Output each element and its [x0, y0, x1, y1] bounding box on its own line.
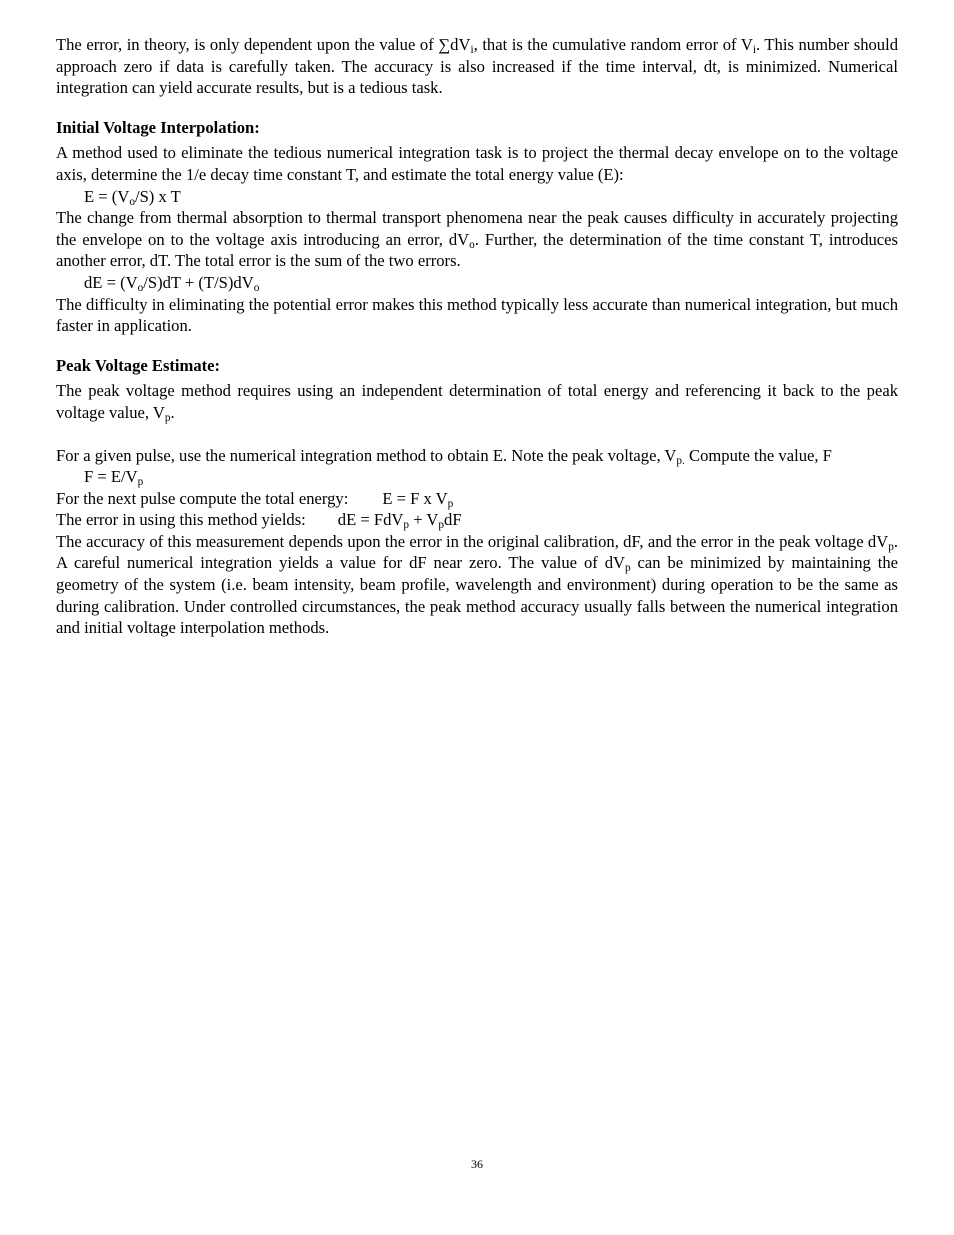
subscript: p [403, 519, 410, 532]
line-label: For the next pulse compute the total energy: [56, 488, 349, 508]
text-run: dF [444, 510, 462, 530]
text-run: The error, in theory, is only dependent upon the value of ∑dV [56, 35, 471, 54]
text-run: The peak voltage method requires using an independent determination of total energy and referencing it back to the peak voltage value, V [56, 381, 898, 422]
subscript: o [469, 238, 475, 251]
equation-factor [56, 466, 898, 488]
subscript: o [129, 195, 135, 208]
intro-paragraph [56, 34, 898, 99]
subscript: p [164, 412, 171, 425]
subscript: o [253, 282, 260, 295]
text-run: E = (V [84, 186, 130, 206]
subscript: o [137, 282, 144, 295]
subscript: p. [676, 454, 685, 467]
text-run: The change from thermal absorption to thermal transport phenomena near the peak causes difficulty in accurately projecting the envelope on to the voltage axis introducing an error, dV [56, 208, 898, 249]
text-run: . This number should approach zero if data is carefully taken. The accuracy is also increased if the time interval, dt, is minimized. Numerical integration can yield accurate results, but is a tedious task. [56, 35, 899, 98]
subscript: i [470, 44, 474, 57]
text-run: + V [409, 510, 439, 530]
text-run: . Further, the determination of the time constant T, introduces another error, dT. The total error is the sum of the two errors. [56, 229, 898, 271]
text-run: F = E/V [84, 467, 138, 487]
line-label: The error in using this method yields: [56, 510, 306, 530]
text-run: dE = (V [84, 272, 138, 292]
equation-total-error [56, 272, 898, 294]
peak-paragraph-1 [56, 380, 898, 423]
text-run: Compute the value, F [684, 445, 832, 465]
peak-paragraph-2 [56, 445, 898, 467]
section-heading-initial-voltage: Initial Voltage Interpolation: [56, 117, 260, 137]
peak-paragraph-3 [56, 531, 898, 639]
subscript: p [137, 476, 144, 489]
total-energy-line [56, 488, 898, 510]
subscript: p [438, 519, 445, 532]
text-run: can be minimized by maintaining the geometry of the system (i.e. beam intensity, beam profile, wavelength and environment) during operation to be the same as during calibration. Under controlled circumstances, the peak method accuracy usually falls between the numerical integration and initial voltage interpolation methods. [56, 553, 898, 638]
text-run: , that is the cumulative random error of V [473, 35, 753, 54]
text-run: /S) x T [134, 186, 181, 206]
text-run: /S)dT + (T/S)dV [143, 272, 254, 292]
subscript: i [752, 44, 756, 57]
subscript: p [888, 541, 894, 554]
section-heading-peak-voltage: Peak Voltage Estimate: [56, 355, 221, 375]
subscript: p [624, 562, 631, 575]
text-run: dE = FdV [337, 510, 404, 530]
initial-paragraph-1: A method used to eliminate the tedious numerical integration task is to project the thermal decay envelope on to the voltage axis, determine the 1/e decay time constant T, and estimate the total energy value (E): [56, 143, 898, 184]
page-number: 36 [471, 1157, 483, 1171]
text-run: . A careful numerical integration yields a value for dF near zero. The value of dV [56, 531, 898, 573]
text-run: E = F x V [382, 488, 448, 508]
equation-energy [56, 186, 898, 208]
text-run: . [170, 402, 175, 422]
document-body [56, 34, 898, 639]
text-run: The accuracy of this measurement depends upon the error in the original calibration, dF, and the error in the peak voltage dV [56, 531, 889, 551]
text-run: For a given pulse, use the numerical integration method to obtain E. Note the peak voltage, V [56, 445, 677, 465]
initial-paragraph-2 [56, 207, 898, 272]
subscript: p [447, 497, 454, 510]
initial-paragraph-3: The difficulty in eliminating the potential error makes this method typically less accurate than numerical integration, but much faster in application. [56, 294, 898, 336]
error-yield-line [56, 509, 898, 531]
